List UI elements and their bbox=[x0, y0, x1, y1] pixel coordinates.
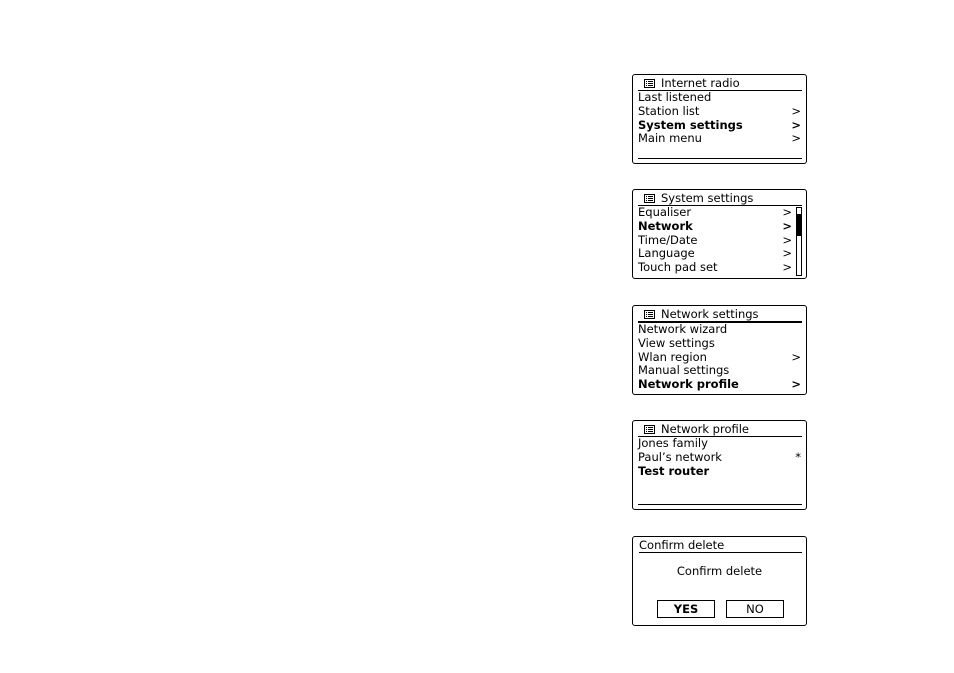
menu-item-network-profile[interactable] bbox=[638, 378, 802, 392]
menu-item-label: Language bbox=[638, 246, 695, 261]
menu-item-label: Last listened bbox=[638, 90, 712, 104]
chevron-right-icon: > bbox=[782, 260, 792, 275]
chevron-right-icon: > bbox=[791, 349, 801, 364]
screen-title-bar bbox=[638, 76, 802, 91]
no-button[interactable]: NO bbox=[726, 600, 784, 618]
menu-item-wlan-region[interactable] bbox=[638, 351, 802, 365]
menu-item-equaliser[interactable] bbox=[638, 206, 802, 220]
profile-item-pauls-network[interactable] bbox=[638, 451, 802, 465]
menu-item-label: Station list bbox=[638, 103, 700, 118]
screen-title: System settings bbox=[661, 191, 754, 205]
menu-item-view-settings[interactable] bbox=[638, 337, 802, 351]
menu-item-network-wizard[interactable] bbox=[638, 323, 802, 337]
screen-title-bar bbox=[638, 307, 802, 323]
screen-title-bar bbox=[638, 422, 802, 437]
profile-item-label: Paul’s network bbox=[638, 449, 722, 464]
menu-item-label: Manual settings bbox=[638, 363, 730, 378]
profile-item-test-router[interactable] bbox=[638, 465, 802, 479]
screen-title: Internet radio bbox=[661, 76, 740, 90]
bottom-divider bbox=[638, 158, 802, 159]
menu-list-icon bbox=[644, 79, 655, 88]
bottom-divider bbox=[638, 504, 802, 505]
menu-list bbox=[638, 206, 802, 275]
screen-network-profile bbox=[632, 420, 807, 510]
screen-title-bar bbox=[639, 538, 802, 553]
menu-item-language[interactable] bbox=[638, 247, 802, 261]
screen-title: Network settings bbox=[661, 307, 759, 321]
menu-item-touch-pad-set[interactable] bbox=[638, 261, 802, 275]
screen-title: Confirm delete bbox=[639, 538, 725, 552]
menu-list-icon bbox=[644, 425, 655, 434]
screen-internet-radio bbox=[632, 74, 807, 164]
active-profile-asterisk-icon: * bbox=[795, 449, 801, 464]
menu-item-manual-settings[interactable] bbox=[638, 364, 802, 378]
menu-item-label: Equaliser bbox=[638, 205, 692, 219]
chevron-right-icon: > bbox=[782, 218, 792, 233]
menu-item-time-date[interactable] bbox=[638, 234, 802, 248]
scrollbar-thumb[interactable] bbox=[797, 214, 801, 236]
menu-item-label: Network bbox=[638, 218, 693, 233]
menu-list-icon bbox=[644, 194, 655, 203]
screen-title: Network profile bbox=[661, 422, 749, 436]
scrollbar[interactable] bbox=[796, 207, 802, 276]
menu-item-system-settings[interactable] bbox=[638, 119, 802, 133]
menu-item-station-list[interactable] bbox=[638, 105, 802, 119]
profile-item-label: Test router bbox=[638, 463, 710, 478]
profile-item-jones-family[interactable] bbox=[638, 437, 802, 451]
menu-item-label: Time/Date bbox=[638, 232, 698, 247]
menu-item-network[interactable] bbox=[638, 220, 802, 234]
screen-title-bar bbox=[638, 191, 802, 206]
profile-item-label: Jones family bbox=[638, 436, 708, 450]
menu-list bbox=[638, 91, 802, 146]
menu-item-label: Wlan region bbox=[638, 349, 707, 364]
chevron-right-icon: > bbox=[782, 232, 792, 247]
chevron-right-icon: > bbox=[782, 246, 792, 261]
menu-item-label: Network wizard bbox=[638, 322, 728, 336]
screen-system-settings bbox=[632, 189, 807, 279]
screen-network-settings bbox=[632, 305, 807, 395]
chevron-right-icon: > bbox=[782, 205, 792, 219]
menu-item-label: System settings bbox=[638, 117, 743, 132]
menu-item-last-listened[interactable] bbox=[638, 91, 802, 105]
menu-list bbox=[638, 323, 802, 392]
menu-item-label: Main menu bbox=[638, 131, 702, 146]
menu-list bbox=[638, 437, 802, 478]
chevron-right-icon: > bbox=[791, 377, 801, 392]
menu-item-label: Touch pad set bbox=[638, 260, 718, 275]
screen-confirm-delete bbox=[632, 536, 807, 626]
yes-button[interactable]: YES bbox=[657, 600, 715, 618]
confirm-message: Confirm delete bbox=[676, 564, 763, 578]
chevron-right-icon: > bbox=[791, 103, 801, 118]
chevron-right-icon: > bbox=[791, 117, 801, 132]
chevron-right-icon: > bbox=[791, 131, 801, 146]
menu-item-label: Network profile bbox=[638, 377, 739, 392]
menu-item-label: View settings bbox=[638, 335, 715, 350]
menu-list-icon bbox=[644, 310, 655, 319]
menu-item-main-menu[interactable] bbox=[638, 132, 802, 146]
